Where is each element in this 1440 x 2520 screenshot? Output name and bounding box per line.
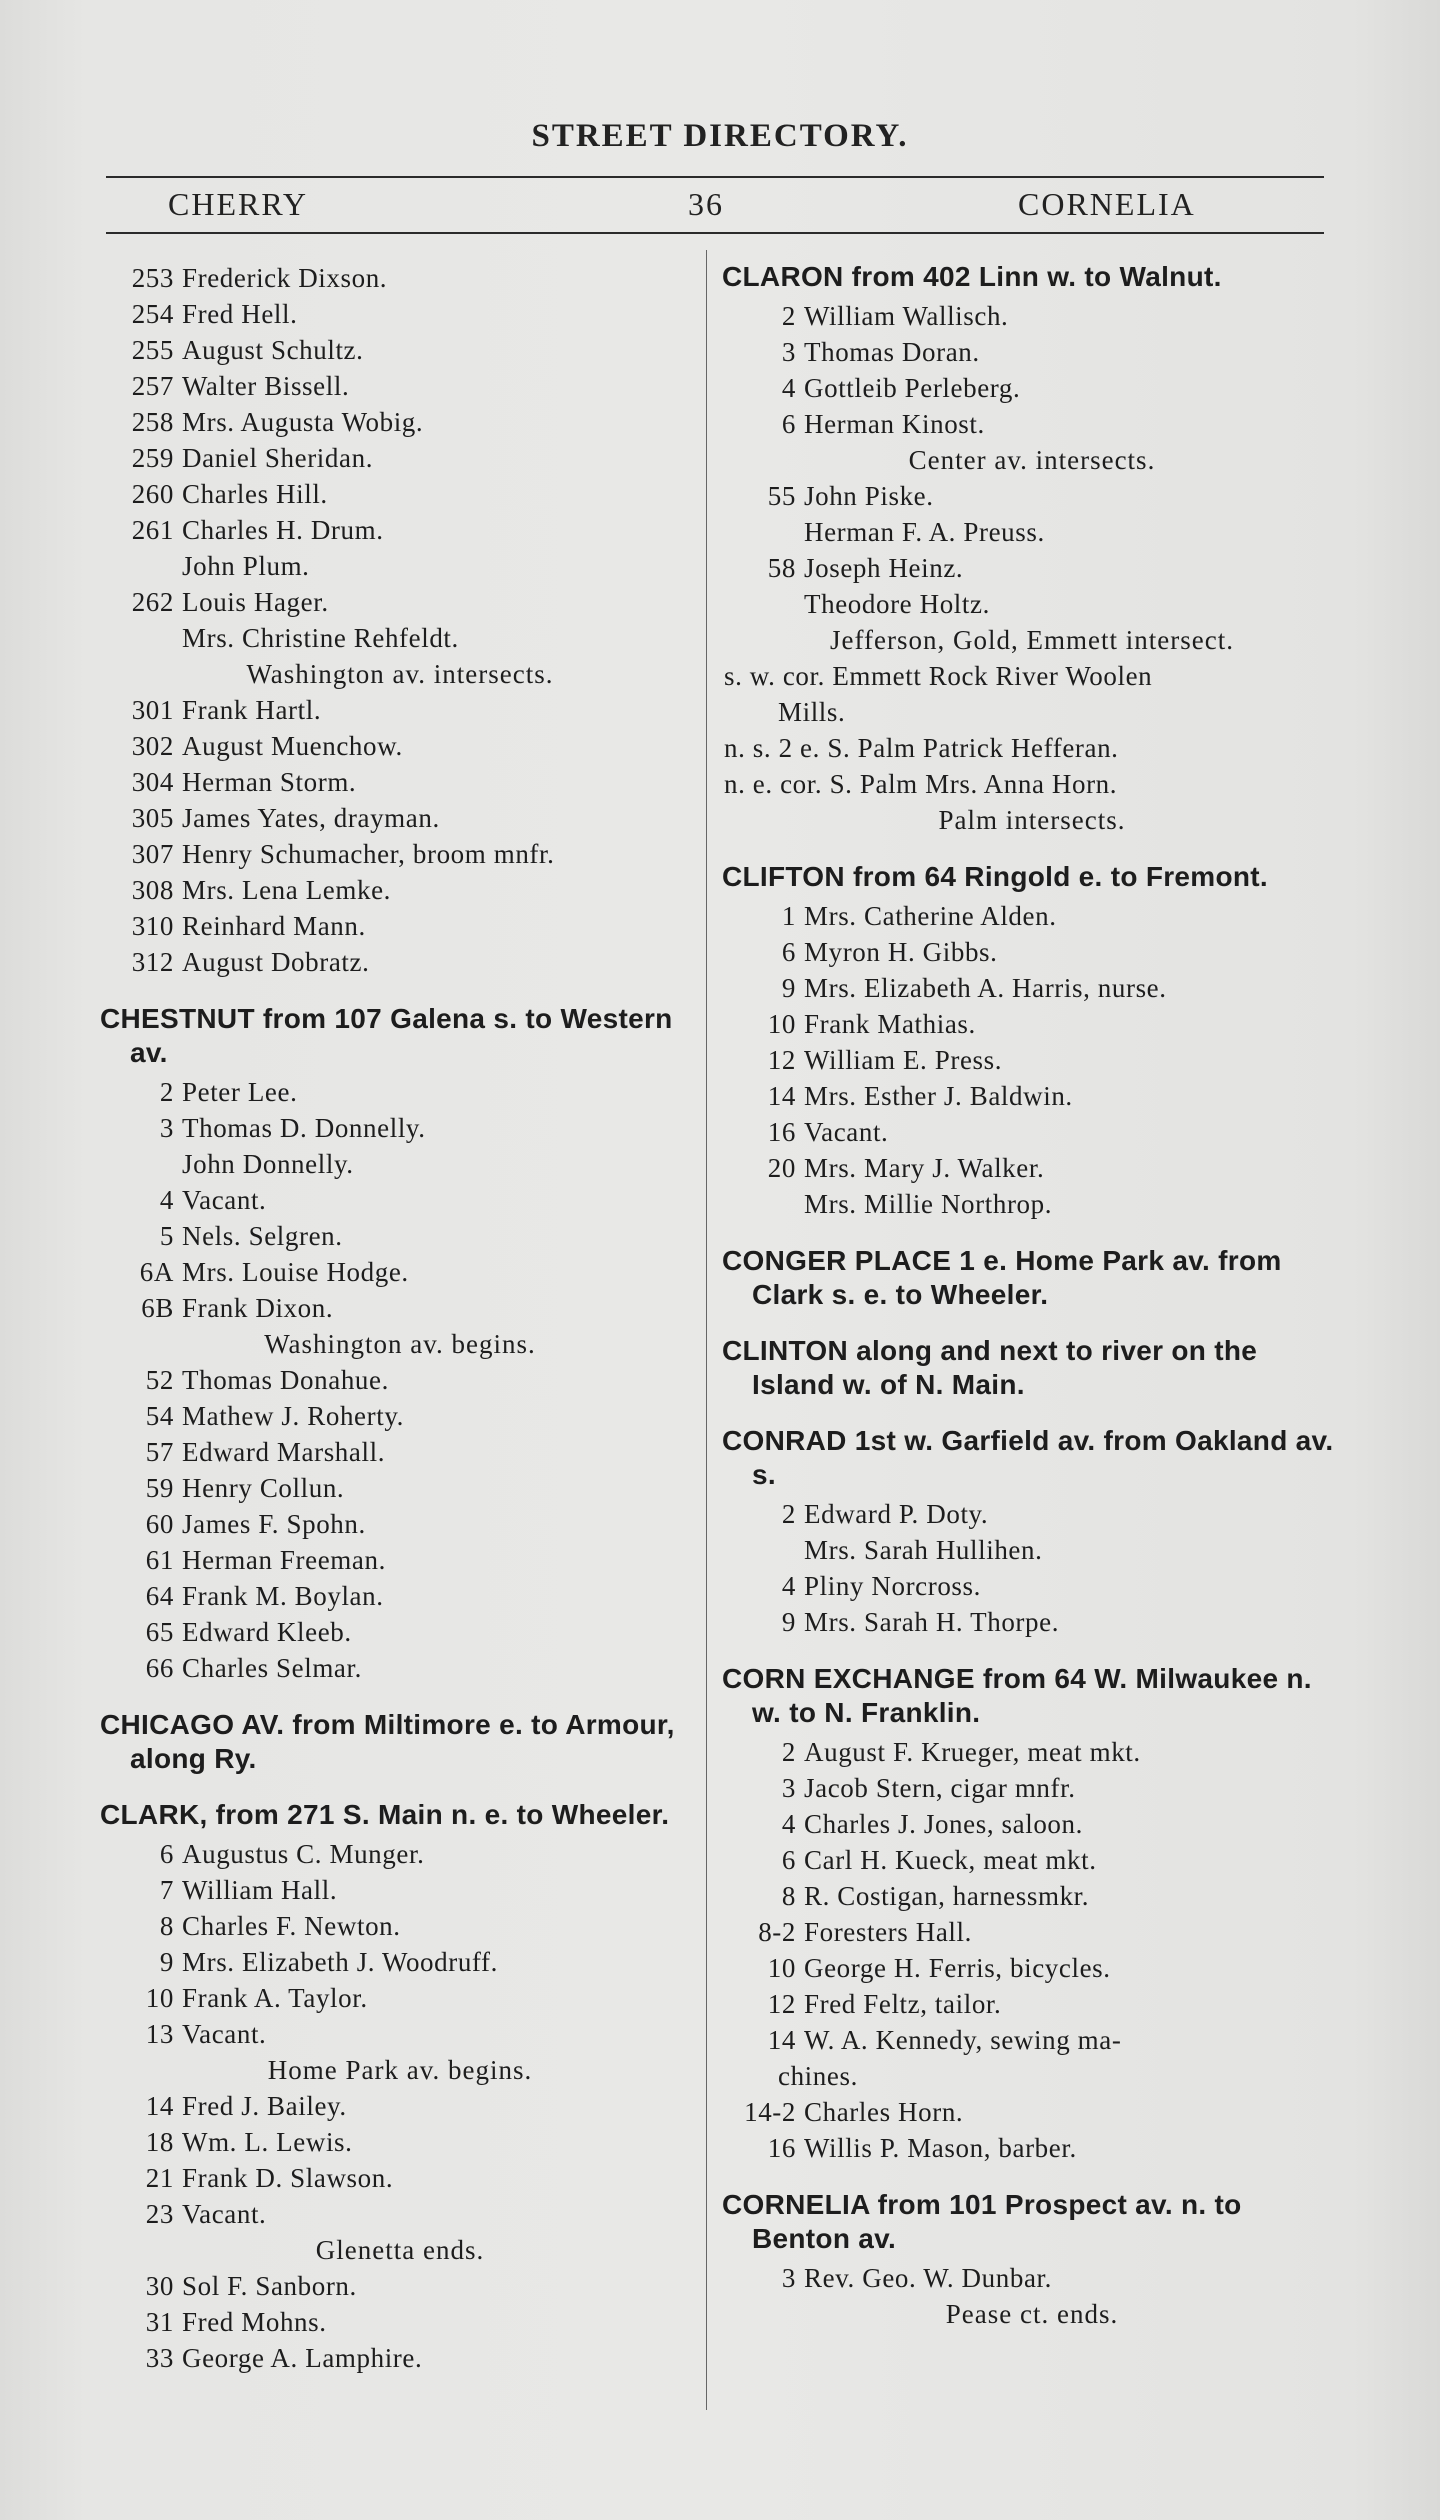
directory-entry: [100, 476, 700, 512]
resident-name: Fred Feltz, tailor.: [804, 1989, 1002, 2019]
directory-entry: [722, 1770, 1342, 1806]
house-number: 10: [767, 1009, 796, 1039]
resident-name: Wm. L. Lewis.: [182, 2127, 353, 2157]
right-column: [722, 260, 1342, 2332]
resident-name: Mathew J. Roherty.: [182, 1401, 405, 1431]
directory-entry: [722, 586, 1342, 622]
house-number: 14: [767, 1081, 796, 1111]
resident-name: Mrs. Christine Rehfeldt.: [182, 623, 459, 653]
directory-entry: [100, 2088, 700, 2124]
resident-name: John Plum.: [182, 551, 310, 581]
street-name: CLARK,: [100, 1799, 208, 1830]
street-name: CLIFTON: [722, 861, 845, 892]
house-number: 6: [781, 1845, 796, 1875]
street-heading: [722, 1662, 1342, 1730]
house-number: 12: [767, 1045, 796, 1075]
directory-entry: [722, 1734, 1342, 1770]
house-number: 31: [145, 2307, 174, 2337]
house-number: 9: [159, 1947, 174, 1977]
house-number: 312: [131, 947, 174, 977]
street-description: 1st w. Garfield av. from Oakland av. s.: [752, 1425, 1334, 1490]
directory-entry: [722, 370, 1342, 406]
intersection-note: Jefferson, Gold, Emmett intersect.: [830, 625, 1234, 655]
house-number: 3: [781, 2263, 796, 2293]
directory-entry: [100, 260, 700, 296]
location-entry: n. s. 2 e. S. Palm Patrick Hefferan.: [724, 733, 1119, 763]
resident-name: Fred Hell.: [182, 299, 298, 329]
street-description: 1 e. Home Park av. from Clark s. e. to Wheeler.: [752, 1245, 1282, 1310]
house-number: 307: [131, 839, 174, 869]
house-number: 304: [131, 767, 174, 797]
resident-name: Charles H. Drum.: [182, 515, 384, 545]
house-number: 59: [145, 1473, 174, 1503]
directory-entry: [722, 1042, 1342, 1078]
street-heading: [100, 1708, 700, 1776]
house-number: 4: [781, 1571, 796, 1601]
directory-entry: [100, 908, 700, 944]
column-divider: [706, 250, 707, 2410]
house-number: 54: [145, 1401, 174, 1431]
page-number: 36: [688, 186, 724, 222]
directory-entry: [100, 692, 700, 728]
house-number: 2: [781, 301, 796, 331]
directory-entry: [722, 334, 1342, 370]
intersection-note: Center av. intersects.: [908, 445, 1156, 475]
house-number: 260: [131, 479, 174, 509]
directory-entry: [100, 2304, 700, 2340]
house-number: 14: [145, 2091, 174, 2121]
resident-name: Mrs. Esther J. Baldwin.: [804, 1081, 1073, 1111]
resident-name: Charles Selmar.: [182, 1653, 362, 1683]
resident-name: Mrs. Augusta Wobig.: [182, 407, 424, 437]
directory-entry: [100, 872, 700, 908]
house-number: 6A: [139, 1257, 174, 1287]
directory-entry: [100, 944, 700, 980]
directory-entry: [100, 800, 700, 836]
resident-name: Charles J. Jones, saloon.: [804, 1809, 1083, 1839]
resident-name: Charles F. Newton.: [182, 1911, 401, 1941]
house-number: 16: [767, 1117, 796, 1147]
street-description: from 64 W. Milwaukee n. w. to N. Franklin.: [752, 1663, 1312, 1728]
house-number: 308: [131, 875, 174, 905]
house-number: 60: [145, 1509, 174, 1539]
directory-entry: [722, 1150, 1342, 1186]
street-name: CORN EXCHANGE: [722, 1663, 975, 1694]
resident-name: Theodore Holtz.: [804, 589, 990, 619]
house-number: 12: [767, 1989, 796, 2019]
resident-name: August F. Krueger, meat mkt.: [804, 1737, 1141, 1767]
directory-entry: [722, 1806, 1342, 1842]
directory-entry: [722, 406, 1342, 442]
resident-name: Walter Bissell.: [182, 371, 350, 401]
directory-entry: [722, 2260, 1342, 2296]
resident-name: August Dobratz.: [182, 947, 370, 977]
resident-name: James F. Spohn.: [182, 1509, 366, 1539]
resident-name: Vacant.: [182, 2019, 267, 2049]
resident-name: Nels. Selgren.: [182, 1221, 343, 1251]
header-left-street: CHERRY: [168, 186, 309, 222]
directory-entry: [722, 1950, 1342, 1986]
directory-entry: [100, 836, 700, 872]
house-number: 259: [131, 443, 174, 473]
house-number: 7: [159, 1875, 174, 1905]
resident-name: Frank Hartl.: [182, 695, 322, 725]
house-number: 10: [767, 1953, 796, 1983]
resident-name: Thomas D. Donnelly.: [182, 1113, 426, 1143]
house-number: 52: [145, 1365, 174, 1395]
resident-name: Edward P. Doty.: [804, 1499, 989, 1529]
house-number: 8: [781, 1881, 796, 1911]
street-description: from 64 Ringold e. to Fremont.: [844, 861, 1268, 892]
directory-entry: [100, 1182, 700, 1218]
street-description: from 402 Linn w. to Walnut.: [843, 261, 1222, 292]
left-column: [100, 260, 700, 2376]
intersection-note: Washington av. begins.: [264, 1329, 536, 1359]
directory-entry: [100, 1470, 700, 1506]
resident-name: Mrs. Sarah H. Thorpe.: [804, 1607, 1060, 1637]
directory-entry: [100, 1944, 700, 1980]
house-number: 8: [159, 1911, 174, 1941]
resident-name: Charles Horn.: [804, 2097, 964, 2127]
house-number: 4: [159, 1185, 174, 1215]
directory-entry: [100, 1290, 700, 1326]
resident-name: Mrs. Lena Lemke.: [182, 875, 392, 905]
directory-entry: [100, 1980, 700, 2016]
directory-entry: [722, 298, 1342, 334]
resident-name: William Wallisch.: [804, 301, 1009, 331]
street-description: from Miltimore e. to Armour, along Ry.: [130, 1709, 675, 1774]
directory-entry: [722, 2130, 1342, 2166]
house-number: 23: [145, 2199, 174, 2229]
directory-entry: [100, 1872, 700, 1908]
directory-entry: [722, 1532, 1342, 1568]
house-number: 310: [131, 911, 174, 941]
street-name: CORNELIA: [722, 2189, 870, 2220]
directory-entry: [722, 1604, 1342, 1640]
house-number: 10: [145, 1983, 174, 2013]
resident-name: Foresters Hall.: [804, 1917, 972, 1947]
directory-entry: [722, 550, 1342, 586]
resident-name: Fred Mohns.: [182, 2307, 327, 2337]
directory-entry: [722, 1114, 1342, 1150]
directory-entry: [100, 1074, 700, 1110]
directory-entry: [100, 620, 700, 656]
resident-name: Mrs. Elizabeth J. Woodruff.: [182, 1947, 498, 1977]
street-name: CONGER PLACE: [722, 1245, 952, 1276]
house-number: 6: [159, 1839, 174, 1869]
house-number: 66: [145, 1653, 174, 1683]
house-number: 14: [767, 2025, 796, 2055]
directory-entry: [722, 2022, 1342, 2058]
resident-name: William Hall.: [182, 1875, 338, 1905]
resident-name: Charles Hill.: [182, 479, 328, 509]
street-heading: [722, 1424, 1342, 1492]
continuation-line: Mills.: [778, 697, 846, 727]
resident-name: August Schultz.: [182, 335, 364, 365]
resident-name: Frank D. Slawson.: [182, 2163, 394, 2193]
house-number: 262: [131, 587, 174, 617]
directory-entry: [722, 1496, 1342, 1532]
directory-entry: [100, 1542, 700, 1578]
resident-name: James Yates, drayman.: [182, 803, 440, 833]
street-description: from 101 Prospect av. n. to Benton av.: [752, 2189, 1242, 2254]
resident-name: Vacant.: [804, 1117, 889, 1147]
resident-name: Frederick Dixson.: [182, 263, 388, 293]
street-heading: [722, 1334, 1342, 1402]
resident-name: Herman F. A. Preuss.: [804, 517, 1045, 547]
directory-entry: [100, 2196, 700, 2232]
intersection-note: Pease ct. ends.: [945, 2299, 1119, 2329]
directory-entry: [100, 440, 700, 476]
directory-entry: [100, 584, 700, 620]
street-description: from 271 S. Main n. e. to Wheeler.: [207, 1799, 670, 1830]
resident-name: Thomas Donahue.: [182, 1365, 389, 1395]
resident-name: Fred J. Bailey.: [182, 2091, 347, 2121]
continuation-line: chines.: [778, 2061, 858, 2091]
resident-name: Herman Kinost.: [804, 409, 985, 439]
resident-name: Mrs. Louise Hodge.: [182, 1257, 409, 1287]
house-number: 1: [781, 901, 796, 931]
street-heading: [100, 1002, 700, 1070]
directory-entry: [722, 2094, 1342, 2130]
house-number: 5: [159, 1221, 174, 1251]
resident-name: Frank M. Boylan.: [182, 1581, 384, 1611]
house-number: 14-2: [744, 2097, 796, 2127]
house-number: 4: [781, 373, 796, 403]
house-number: 2: [159, 1077, 174, 1107]
directory-entry: [100, 1254, 700, 1290]
resident-name: Vacant.: [182, 1185, 267, 1215]
house-number: 13: [145, 2019, 174, 2049]
house-number: 57: [145, 1437, 174, 1467]
house-number: 64: [145, 1581, 174, 1611]
resident-name: Henry Collun.: [182, 1473, 345, 1503]
house-number: 257: [131, 371, 174, 401]
house-number: 65: [145, 1617, 174, 1647]
directory-entry: [722, 1006, 1342, 1042]
house-number: 9: [781, 973, 796, 1003]
house-number: 255: [131, 335, 174, 365]
directory-entry: [100, 1908, 700, 1944]
house-number: 6B: [141, 1293, 174, 1323]
street-description: along and next to river on the Island w. of N. Main.: [752, 1335, 1258, 1400]
resident-name: George H. Ferris, bicycles.: [804, 1953, 1111, 1983]
resident-name: Myron H. Gibbs.: [804, 937, 998, 967]
location-entry: n. e. cor. S. Palm Mrs. Anna Horn.: [724, 769, 1118, 799]
resident-name: August Muenchow.: [182, 731, 403, 761]
house-number: 33: [145, 2343, 174, 2373]
directory-entry: [100, 332, 700, 368]
directory-entry: [722, 514, 1342, 550]
house-number: 8-2: [758, 1917, 796, 1947]
directory-entry: [722, 1986, 1342, 2022]
directory-entry: [100, 2268, 700, 2304]
intersection-note: Glenetta ends.: [315, 2235, 485, 2265]
intersection-note: Home Park av. begins.: [267, 2055, 533, 2085]
directory-entry: [100, 1110, 700, 1146]
house-number: 61: [145, 1545, 174, 1575]
directory-entry: [100, 368, 700, 404]
house-number: 16: [767, 2133, 796, 2163]
resident-name: Gottleib Perleberg.: [804, 373, 1021, 403]
house-number: 58: [767, 553, 796, 583]
street-heading: [100, 1798, 700, 1832]
directory-entry: [722, 1914, 1342, 1950]
house-number: 21: [145, 2163, 174, 2193]
street-heading: [722, 260, 1342, 294]
resident-name: Louis Hager.: [182, 587, 329, 617]
house-number: 305: [131, 803, 174, 833]
house-number: 302: [131, 731, 174, 761]
resident-name: Augustus C. Munger.: [182, 1839, 425, 1869]
resident-name: Pliny Norcross.: [804, 1571, 981, 1601]
page-title: STREET DIRECTORY.: [531, 118, 909, 154]
header-right-street: CORNELIA: [1018, 186, 1196, 222]
resident-name: Edward Marshall.: [182, 1437, 386, 1467]
resident-name: Thomas Doran.: [804, 337, 980, 367]
directory-entry: [722, 1842, 1342, 1878]
house-number: 6: [781, 409, 796, 439]
street-name: CHESTNUT: [100, 1003, 255, 1034]
house-number: 55: [767, 481, 796, 511]
resident-name: Jacob Stern, cigar mnfr.: [804, 1773, 1076, 1803]
directory-entry: [722, 1568, 1342, 1604]
house-number: 30: [145, 2271, 174, 2301]
house-number: 2: [781, 1499, 796, 1529]
directory-entry: [100, 1614, 700, 1650]
resident-name: Mrs. Mary J. Walker.: [804, 1153, 1045, 1183]
intersection-note: Washington av. intersects.: [246, 659, 554, 689]
resident-name: George A. Lamphire.: [182, 2343, 423, 2373]
street-name: CLARON: [722, 261, 844, 292]
directory-entry: [722, 1186, 1342, 1222]
directory-entry: [722, 934, 1342, 970]
directory-entry: [100, 1434, 700, 1470]
house-number: 261: [131, 515, 174, 545]
resident-name: W. A. Kennedy, sewing ma-: [804, 2025, 1122, 2055]
resident-name: R. Costigan, harnessmkr.: [804, 1881, 1090, 1911]
house-number: 4: [781, 1809, 796, 1839]
house-number: 20: [767, 1153, 796, 1183]
house-number: 253: [131, 263, 174, 293]
header-rule: [106, 232, 1324, 234]
resident-name: Henry Schumacher, broom mnfr.: [182, 839, 555, 869]
resident-name: Herman Freeman.: [182, 1545, 386, 1575]
directory-entry: [100, 1836, 700, 1872]
resident-name: Frank Dixon.: [182, 1293, 334, 1323]
resident-name: Mrs. Elizabeth A. Harris, nurse.: [804, 973, 1167, 1003]
directory-entry: [100, 2016, 700, 2052]
directory-entry: [100, 728, 700, 764]
resident-name: William E. Press.: [804, 1045, 1003, 1075]
resident-name: Willis P. Mason, barber.: [804, 2133, 1077, 2163]
resident-name: Daniel Sheridan.: [182, 443, 374, 473]
directory-entry: [100, 2340, 700, 2376]
house-number: 18: [145, 2127, 174, 2157]
street-name: CONRAD: [722, 1425, 847, 1456]
street-name: CLINTON: [722, 1335, 849, 1366]
street-description: from 107 Galena s. to Western av.: [130, 1003, 673, 1068]
directory-entry: [100, 2124, 700, 2160]
house-number: 3: [781, 337, 796, 367]
directory-entry: [100, 296, 700, 332]
resident-name: Rev. Geo. W. Dunbar.: [804, 2263, 1052, 2293]
directory-entry: [100, 404, 700, 440]
directory-entry: [100, 548, 700, 584]
directory-entry: [100, 1362, 700, 1398]
street-heading: [722, 2188, 1342, 2256]
resident-name: Joseph Heinz.: [804, 553, 964, 583]
resident-name: Mrs. Catherine Alden.: [804, 901, 1057, 931]
house-number: 6: [781, 937, 796, 967]
street-name: CHICAGO AV.: [100, 1709, 285, 1740]
resident-name: Carl H. Kueck, meat mkt.: [804, 1845, 1097, 1875]
house-number: 2: [781, 1737, 796, 1767]
intersection-note: Palm intersects.: [938, 805, 1126, 835]
house-number: 301: [131, 695, 174, 725]
house-number: 258: [131, 407, 174, 437]
resident-name: Frank A. Taylor.: [182, 1983, 368, 2013]
location-entry: s. w. cor. Emmett Rock River Woolen: [724, 661, 1153, 691]
directory-entry: [722, 478, 1342, 514]
directory-entry: [722, 898, 1342, 934]
directory-entry: [100, 1650, 700, 1686]
directory-entry: [100, 764, 700, 800]
directory-entry: [100, 1506, 700, 1542]
directory-entry: [100, 1146, 700, 1182]
directory-entry: [100, 1398, 700, 1434]
street-heading: [722, 1244, 1342, 1312]
resident-name: Mrs. Sarah Hullihen.: [804, 1535, 1043, 1565]
top-rule: [106, 176, 1324, 178]
directory-entry: [722, 970, 1342, 1006]
resident-name: Peter Lee.: [182, 1077, 298, 1107]
house-number: 254: [131, 299, 174, 329]
resident-name: Edward Kleeb.: [182, 1617, 352, 1647]
resident-name: John Piske.: [804, 481, 934, 511]
house-number: 9: [781, 1607, 796, 1637]
resident-name: Herman Storm.: [182, 767, 357, 797]
resident-name: Sol F. Sanborn.: [182, 2271, 357, 2301]
directory-entry: [100, 512, 700, 548]
resident-name: Frank Mathias.: [804, 1009, 976, 1039]
directory-entry: [100, 1578, 700, 1614]
house-number: 3: [781, 1773, 796, 1803]
house-number: 3: [159, 1113, 174, 1143]
resident-name: Vacant.: [182, 2199, 267, 2229]
directory-entry: [100, 1218, 700, 1254]
directory-entry: [722, 1878, 1342, 1914]
directory-entry: [722, 1078, 1342, 1114]
resident-name: Reinhard Mann.: [182, 911, 366, 941]
street-heading: [722, 860, 1342, 894]
directory-entry: [100, 2160, 700, 2196]
resident-name: Mrs. Millie Northrop.: [804, 1189, 1053, 1219]
resident-name: John Donnelly.: [182, 1149, 354, 1179]
